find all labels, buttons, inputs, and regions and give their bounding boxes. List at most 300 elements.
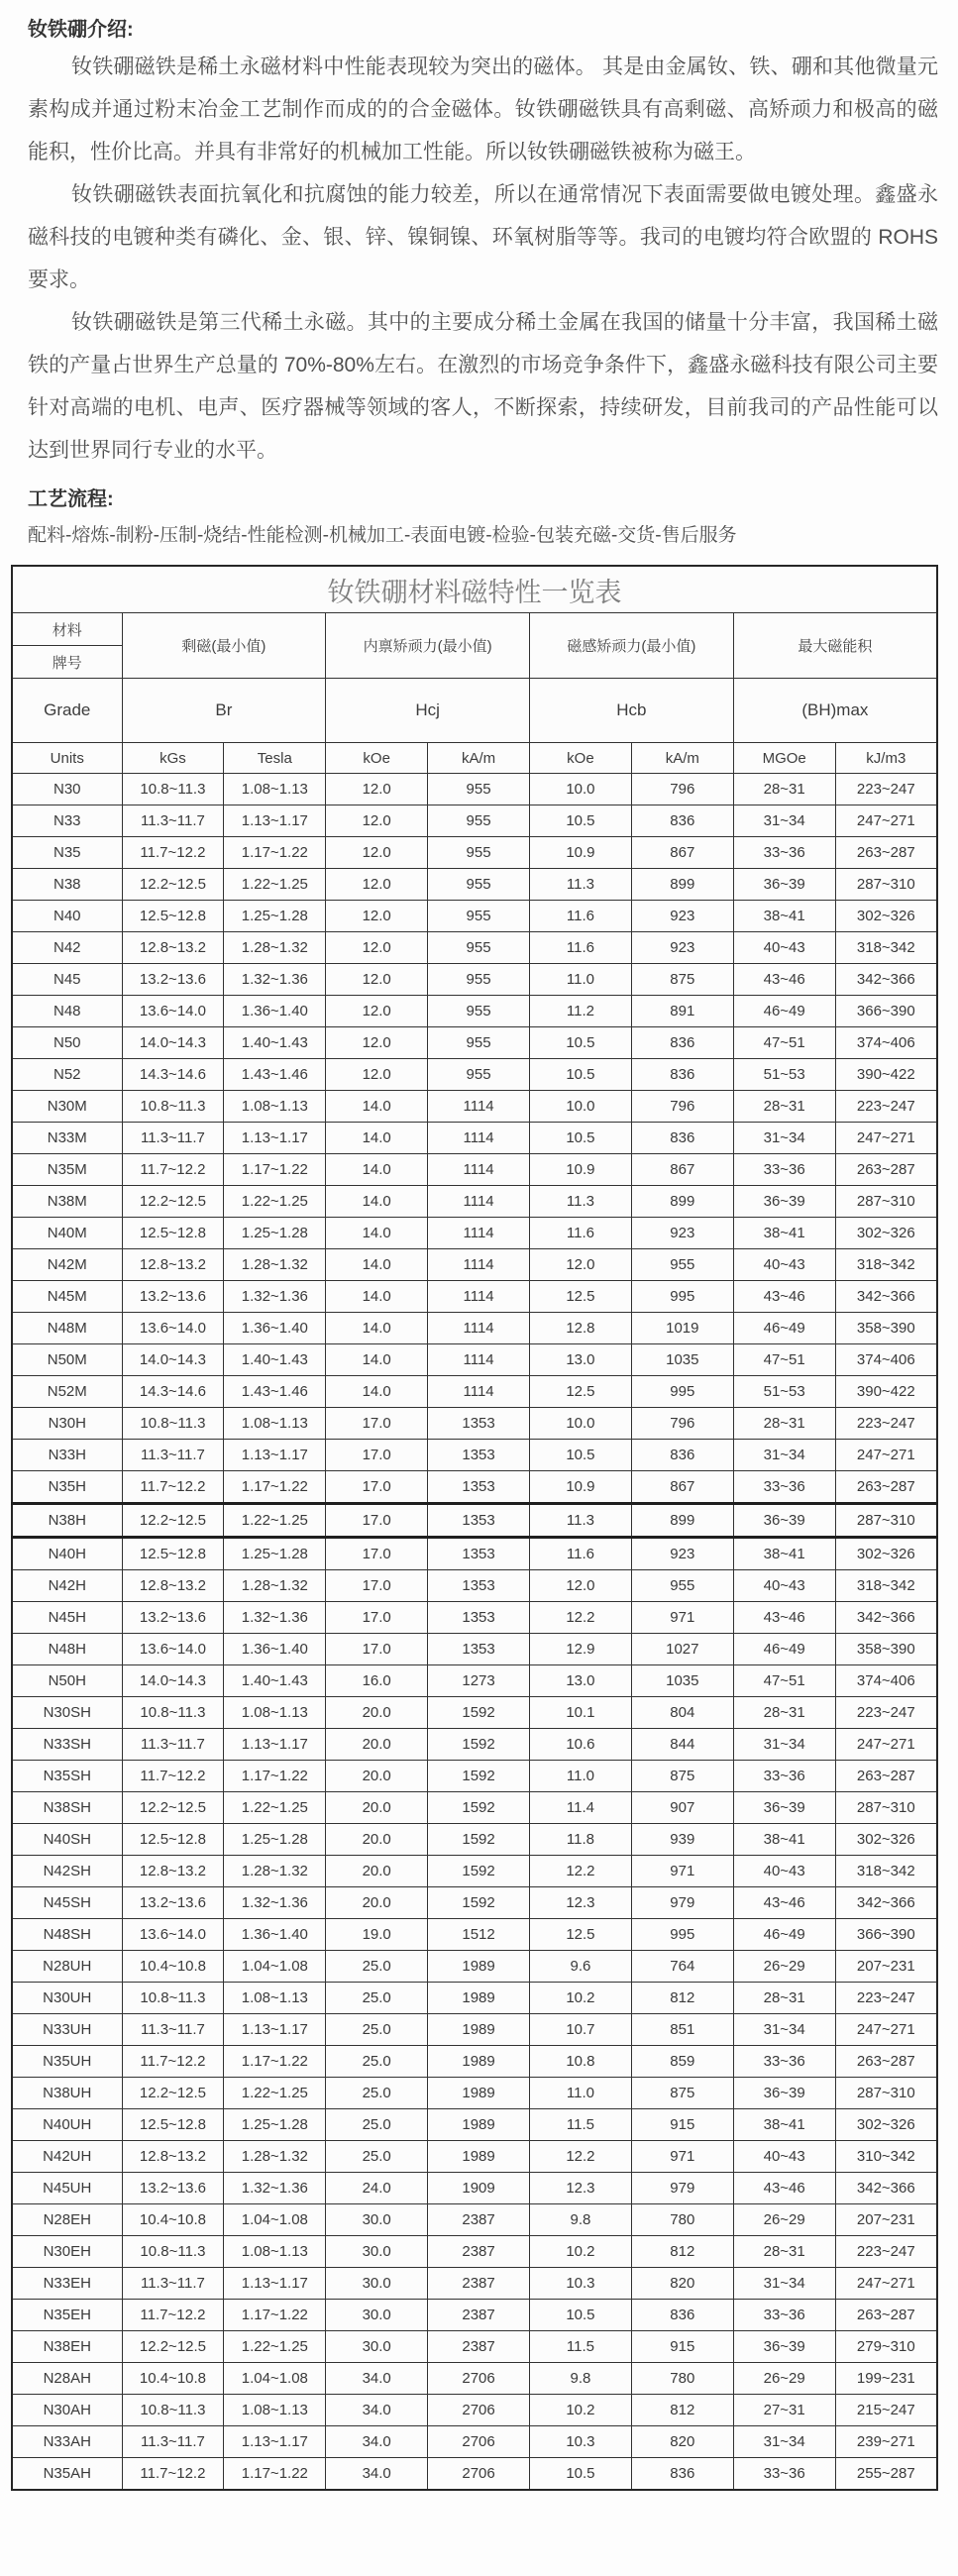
value-cell: 1.22~1.25: [224, 1504, 326, 1538]
value-cell: 12.0: [326, 774, 428, 805]
value-cell: 12.2~12.5: [122, 2331, 224, 2363]
value-cell: 955: [428, 837, 530, 869]
value-cell: 40~43: [733, 2141, 835, 2173]
value-cell: 13.6~14.0: [122, 1313, 224, 1344]
value-cell: 1.13~1.17: [224, 2014, 326, 2046]
value-cell: 33~36: [733, 1154, 835, 1186]
header-symbol-grade: Grade: [12, 679, 122, 743]
value-cell: 1.08~1.13: [224, 2236, 326, 2268]
value-cell: 47~51: [733, 1665, 835, 1697]
value-cell: 33~36: [733, 837, 835, 869]
table-row: [12, 932, 937, 964]
value-cell: 780: [631, 2363, 733, 2395]
value-cell: 1.17~1.22: [224, 1761, 326, 1792]
table-row: [12, 1697, 937, 1729]
value-cell: 859: [631, 2046, 733, 2078]
value-cell: 1.08~1.13: [224, 1408, 326, 1440]
value-cell: 33~36: [733, 1471, 835, 1504]
grade-cell: N38M: [12, 1186, 122, 1218]
table-row: [12, 1665, 937, 1697]
value-cell: 11.7~12.2: [122, 2046, 224, 2078]
value-cell: 16.0: [326, 1665, 428, 1697]
value-cell: 10.5: [530, 805, 632, 837]
value-cell: 302~326: [835, 901, 937, 932]
table-row: [12, 869, 937, 901]
value-cell: 1.25~1.28: [224, 1538, 326, 1570]
value-cell: 1035: [631, 1665, 733, 1697]
value-cell: 1273: [428, 1665, 530, 1697]
table-row: [12, 2141, 937, 2173]
table-row: [12, 805, 937, 837]
value-cell: 342~366: [835, 964, 937, 996]
value-cell: 1353: [428, 1408, 530, 1440]
value-cell: 10.5: [530, 1059, 632, 1091]
value-cell: 374~406: [835, 1665, 937, 1697]
value-cell: 1035: [631, 1344, 733, 1376]
value-cell: 26~29: [733, 2363, 835, 2395]
value-cell: 17.0: [326, 1602, 428, 1634]
value-cell: 247~271: [835, 1123, 937, 1154]
value-cell: 12.8~13.2: [122, 932, 224, 964]
value-cell: 1.32~1.36: [224, 1602, 326, 1634]
value-cell: 38~41: [733, 901, 835, 932]
value-cell: 923: [631, 901, 733, 932]
value-cell: 1.08~1.13: [224, 2395, 326, 2426]
value-cell: 10.2: [530, 2395, 632, 2426]
value-cell: 20.0: [326, 1824, 428, 1856]
value-cell: 955: [428, 1027, 530, 1059]
value-cell: 38~41: [733, 1218, 835, 1249]
value-cell: 31~34: [733, 2014, 835, 2046]
value-cell: 891: [631, 996, 733, 1027]
header-unit-kam-hcb: kA/m: [631, 743, 733, 774]
value-cell: 1.40~1.43: [224, 1344, 326, 1376]
grade-cell: N42UH: [12, 2141, 122, 2173]
value-cell: 1353: [428, 1602, 530, 1634]
value-cell: 899: [631, 869, 733, 901]
value-cell: 199~231: [835, 2363, 937, 2395]
value-cell: 955: [428, 774, 530, 805]
value-cell: 12.2: [530, 2141, 632, 2173]
value-cell: 1353: [428, 1471, 530, 1504]
value-cell: 31~34: [733, 805, 835, 837]
value-cell: 764: [631, 1951, 733, 1983]
value-cell: 24.0: [326, 2173, 428, 2204]
value-cell: 263~287: [835, 1154, 937, 1186]
table-body: [12, 774, 937, 2491]
value-cell: 43~46: [733, 1602, 835, 1634]
value-cell: 1.36~1.40: [224, 1919, 326, 1951]
value-cell: 36~39: [733, 869, 835, 901]
table-row: [12, 2204, 937, 2236]
value-cell: 207~231: [835, 1951, 937, 1983]
value-cell: 1.17~1.22: [224, 2300, 326, 2331]
grade-cell: N52: [12, 1059, 122, 1091]
grade-cell: N52M: [12, 1376, 122, 1408]
value-cell: 10.8~11.3: [122, 1408, 224, 1440]
value-cell: 867: [631, 837, 733, 869]
process-flow: 配料-熔炼-制粉-压制-烧结-性能检测-机械加工-表面电镀-检验-包装充磁-交货-售后服务: [28, 525, 737, 546]
table-row: [12, 1408, 937, 1440]
value-cell: 1114: [428, 1091, 530, 1123]
grade-cell: N50H: [12, 1665, 122, 1697]
value-cell: 366~390: [835, 996, 937, 1027]
table-row: [12, 1729, 937, 1761]
value-cell: 955: [428, 901, 530, 932]
value-cell: 11.3~11.7: [122, 2014, 224, 2046]
value-cell: 14.3~14.6: [122, 1059, 224, 1091]
value-cell: 46~49: [733, 1634, 835, 1665]
table-row: [12, 774, 937, 805]
value-cell: 247~271: [835, 1729, 937, 1761]
value-cell: 1.25~1.28: [224, 1824, 326, 1856]
header-symbol-hcb: Hcb: [530, 679, 734, 743]
value-cell: 1.40~1.43: [224, 1027, 326, 1059]
value-cell: 10.8~11.3: [122, 774, 224, 805]
value-cell: 11.3~11.7: [122, 2426, 224, 2458]
value-cell: 11.6: [530, 932, 632, 964]
header-unit-kjm3: kJ/m3: [835, 743, 937, 774]
value-cell: 1592: [428, 1824, 530, 1856]
value-cell: 1.36~1.40: [224, 1634, 326, 1665]
value-cell: 374~406: [835, 1344, 937, 1376]
value-cell: 995: [631, 1281, 733, 1313]
value-cell: 1.04~1.08: [224, 1951, 326, 1983]
grade-cell: N40H: [12, 1538, 122, 1570]
table-row: [12, 1887, 937, 1919]
value-cell: 12.0: [326, 901, 428, 932]
table-row: [12, 964, 937, 996]
value-cell: 12.0: [530, 1570, 632, 1602]
grade-cell: N45UH: [12, 2173, 122, 2204]
value-cell: 1.25~1.28: [224, 2109, 326, 2141]
grade-cell: N50: [12, 1027, 122, 1059]
table-row: [12, 1059, 937, 1091]
table-row: [12, 1919, 937, 1951]
table-row: [12, 1761, 937, 1792]
grade-cell: N30: [12, 774, 122, 805]
grade-cell: N30EH: [12, 2236, 122, 2268]
intro-heading: 钕铁硼介绍:: [28, 19, 134, 41]
table-row: [12, 2268, 937, 2300]
value-cell: 46~49: [733, 1919, 835, 1951]
grade-cell: N45SH: [12, 1887, 122, 1919]
value-cell: 1353: [428, 1440, 530, 1471]
value-cell: 318~342: [835, 932, 937, 964]
value-cell: 263~287: [835, 1761, 937, 1792]
grade-cell: N30UH: [12, 1983, 122, 2014]
value-cell: 1027: [631, 1634, 733, 1665]
value-cell: 1.32~1.36: [224, 964, 326, 996]
value-cell: 34.0: [326, 2363, 428, 2395]
grade-cell: N45H: [12, 1602, 122, 1634]
value-cell: 13.6~14.0: [122, 1919, 224, 1951]
value-cell: 43~46: [733, 1887, 835, 1919]
value-cell: 12.8~13.2: [122, 1570, 224, 1602]
value-cell: 13.6~14.0: [122, 1634, 224, 1665]
value-cell: 923: [631, 1218, 733, 1249]
value-cell: 31~34: [733, 2268, 835, 2300]
value-cell: 796: [631, 1408, 733, 1440]
value-cell: 31~34: [733, 1729, 835, 1761]
value-cell: 10.0: [530, 774, 632, 805]
header-grade-no: 牌号: [12, 646, 122, 679]
value-cell: 36~39: [733, 1186, 835, 1218]
value-cell: 247~271: [835, 2268, 937, 2300]
grade-cell: N30AH: [12, 2395, 122, 2426]
value-cell: 10.4~10.8: [122, 2363, 224, 2395]
value-cell: 836: [631, 1123, 733, 1154]
value-cell: 43~46: [733, 1281, 835, 1313]
grade-cell: N48SH: [12, 1919, 122, 1951]
header-group-row-top: [12, 613, 937, 646]
value-cell: 40~43: [733, 1570, 835, 1602]
value-cell: 12.0: [326, 1027, 428, 1059]
table-row: [12, 2109, 937, 2141]
value-cell: 247~271: [835, 805, 937, 837]
value-cell: 12.2~12.5: [122, 1792, 224, 1824]
value-cell: 12.5: [530, 1281, 632, 1313]
value-cell: 342~366: [835, 1281, 937, 1313]
value-cell: 11.6: [530, 901, 632, 932]
value-cell: 836: [631, 1059, 733, 1091]
value-cell: 11.7~12.2: [122, 2300, 224, 2331]
table-row: [12, 2236, 937, 2268]
value-cell: 14.0: [326, 1154, 428, 1186]
table-row: [12, 2300, 937, 2331]
value-cell: 1.08~1.13: [224, 774, 326, 805]
value-cell: 25.0: [326, 1951, 428, 1983]
value-cell: 955: [428, 932, 530, 964]
grade-cell: N40UH: [12, 2109, 122, 2141]
value-cell: 34.0: [326, 2395, 428, 2426]
value-cell: 10.8~11.3: [122, 1697, 224, 1729]
value-cell: 12.5~12.8: [122, 901, 224, 932]
value-cell: 26~29: [733, 2204, 835, 2236]
value-cell: 13.2~13.6: [122, 1887, 224, 1919]
table-row: [12, 2395, 937, 2426]
value-cell: 287~310: [835, 2078, 937, 2109]
value-cell: 1.04~1.08: [224, 2363, 326, 2395]
value-cell: 907: [631, 1792, 733, 1824]
value-cell: 812: [631, 1983, 733, 2014]
value-cell: 287~310: [835, 1504, 937, 1538]
value-cell: 223~247: [835, 774, 937, 805]
value-cell: 867: [631, 1471, 733, 1504]
value-cell: 12.5: [530, 1919, 632, 1951]
value-cell: 25.0: [326, 2109, 428, 2141]
value-cell: 10.9: [530, 837, 632, 869]
value-cell: 1114: [428, 1154, 530, 1186]
value-cell: 239~271: [835, 2426, 937, 2458]
value-cell: 995: [631, 1919, 733, 1951]
value-cell: 13.0: [530, 1344, 632, 1376]
grade-cell: N30SH: [12, 1697, 122, 1729]
value-cell: 979: [631, 1887, 733, 1919]
value-cell: 12.5~12.8: [122, 1218, 224, 1249]
value-cell: 20.0: [326, 1792, 428, 1824]
value-cell: 11.3~11.7: [122, 1123, 224, 1154]
value-cell: 358~390: [835, 1313, 937, 1344]
value-cell: 10.7: [530, 2014, 632, 2046]
table-row: [12, 1344, 937, 1376]
value-cell: 46~49: [733, 996, 835, 1027]
value-cell: 1.08~1.13: [224, 1983, 326, 2014]
value-cell: 13.0: [530, 1665, 632, 1697]
grade-cell: N42M: [12, 1249, 122, 1281]
value-cell: 1909: [428, 2173, 530, 2204]
value-cell: 358~390: [835, 1634, 937, 1665]
value-cell: 923: [631, 1538, 733, 1570]
value-cell: 12.3: [530, 1887, 632, 1919]
table-row: [12, 1856, 937, 1887]
value-cell: 318~342: [835, 1856, 937, 1887]
value-cell: 13.6~14.0: [122, 996, 224, 1027]
value-cell: 14.3~14.6: [122, 1376, 224, 1408]
value-cell: 1.43~1.46: [224, 1376, 326, 1408]
value-cell: 310~342: [835, 2141, 937, 2173]
value-cell: 875: [631, 964, 733, 996]
value-cell: 1019: [631, 1313, 733, 1344]
value-cell: 1.22~1.25: [224, 869, 326, 901]
value-cell: 318~342: [835, 1249, 937, 1281]
value-cell: 20.0: [326, 1856, 428, 1887]
value-cell: 13.2~13.6: [122, 1602, 224, 1634]
table-row: [12, 2458, 937, 2491]
value-cell: 38~41: [733, 1538, 835, 1570]
value-cell: 844: [631, 1729, 733, 1761]
value-cell: 1.17~1.22: [224, 2458, 326, 2491]
value-cell: 1114: [428, 1313, 530, 1344]
value-cell: 971: [631, 1602, 733, 1634]
value-cell: 955: [631, 1249, 733, 1281]
value-cell: 915: [631, 2331, 733, 2363]
value-cell: 2706: [428, 2363, 530, 2395]
value-cell: 11.4: [530, 1792, 632, 1824]
value-cell: 11.3: [530, 1504, 632, 1538]
value-cell: 10.5: [530, 1027, 632, 1059]
value-cell: 11.0: [530, 1761, 632, 1792]
grade-cell: N45M: [12, 1281, 122, 1313]
value-cell: 1114: [428, 1281, 530, 1313]
table-row: [12, 1027, 937, 1059]
value-cell: 223~247: [835, 2236, 937, 2268]
grade-cell: N42: [12, 932, 122, 964]
value-cell: 215~247: [835, 2395, 937, 2426]
value-cell: 10.8: [530, 2046, 632, 2078]
value-cell: 14.0: [326, 1091, 428, 1123]
value-cell: 33~36: [733, 1761, 835, 1792]
grade-cell: N35H: [12, 1471, 122, 1504]
table-row: [12, 1281, 937, 1313]
grade-cell: N35EH: [12, 2300, 122, 2331]
value-cell: 1.17~1.22: [224, 1154, 326, 1186]
grade-cell: N38EH: [12, 2331, 122, 2363]
value-cell: 20.0: [326, 1697, 428, 1729]
value-cell: 36~39: [733, 1504, 835, 1538]
table-row: [12, 1602, 937, 1634]
value-cell: 47~51: [733, 1344, 835, 1376]
value-cell: 971: [631, 1856, 733, 1887]
grade-cell: N38H: [12, 1504, 122, 1538]
table-row: [12, 1249, 937, 1281]
value-cell: 33~36: [733, 2458, 835, 2491]
value-cell: 36~39: [733, 2331, 835, 2363]
value-cell: 11.7~12.2: [122, 2458, 224, 2491]
value-cell: 17.0: [326, 1634, 428, 1665]
value-cell: 796: [631, 774, 733, 805]
value-cell: 302~326: [835, 1538, 937, 1570]
grade-cell: N50M: [12, 1344, 122, 1376]
value-cell: 12.8~13.2: [122, 2141, 224, 2173]
value-cell: 1.13~1.17: [224, 1123, 326, 1154]
value-cell: 12.0: [326, 996, 428, 1027]
grade-cell: N42H: [12, 1570, 122, 1602]
value-cell: 17.0: [326, 1408, 428, 1440]
value-cell: 11.7~12.2: [122, 1761, 224, 1792]
value-cell: 10.8~11.3: [122, 2395, 224, 2426]
table-row: [12, 1504, 937, 1538]
value-cell: 867: [631, 1154, 733, 1186]
value-cell: 20.0: [326, 1729, 428, 1761]
value-cell: 263~287: [835, 2046, 937, 2078]
value-cell: 11.7~12.2: [122, 837, 224, 869]
value-cell: 302~326: [835, 1218, 937, 1249]
value-cell: 12.2~12.5: [122, 1504, 224, 1538]
value-cell: 318~342: [835, 1570, 937, 1602]
value-cell: 342~366: [835, 1887, 937, 1919]
value-cell: 10.8~11.3: [122, 2236, 224, 2268]
value-cell: 247~271: [835, 1440, 937, 1471]
value-cell: 11.3: [530, 1186, 632, 1218]
process-heading: 工艺流程:: [28, 488, 114, 510]
value-cell: 25.0: [326, 2014, 428, 2046]
grade-cell: N38UH: [12, 2078, 122, 2109]
intro-paragraph-2: 钕铁硼磁铁表面抗氧化和抗腐蚀的能力较差，所以在通常情况下表面需要做电镀处理。鑫盛永磁科技的电镀种类有磷化、金、银、锌、镍铜镍、环氧树脂等等。我司的电镀均符合欧盟的 ROHS 要求。: [28, 183, 938, 291]
grade-cell: N28AH: [12, 2363, 122, 2395]
value-cell: 1353: [428, 1570, 530, 1602]
table-row: [12, 2046, 937, 2078]
value-cell: 25.0: [326, 2046, 428, 2078]
value-cell: 1.32~1.36: [224, 1281, 326, 1313]
value-cell: 30.0: [326, 2204, 428, 2236]
value-cell: 971: [631, 2141, 733, 2173]
grade-cell: N48H: [12, 1634, 122, 1665]
value-cell: 51~53: [733, 1376, 835, 1408]
value-cell: 11.8: [530, 1824, 632, 1856]
value-cell: 10.5: [530, 2300, 632, 2331]
grade-cell: N40SH: [12, 1824, 122, 1856]
value-cell: 366~390: [835, 1919, 937, 1951]
value-cell: 10.2: [530, 1983, 632, 2014]
value-cell: 36~39: [733, 1792, 835, 1824]
page-content: [0, 0, 958, 557]
value-cell: 13.2~13.6: [122, 964, 224, 996]
value-cell: 11.0: [530, 964, 632, 996]
value-cell: 804: [631, 1697, 733, 1729]
value-cell: 287~310: [835, 869, 937, 901]
value-cell: 10.5: [530, 1440, 632, 1471]
value-cell: 14.0~14.3: [122, 1665, 224, 1697]
value-cell: 17.0: [326, 1538, 428, 1570]
value-cell: 19.0: [326, 1919, 428, 1951]
value-cell: 1353: [428, 1634, 530, 1665]
value-cell: 1.25~1.28: [224, 901, 326, 932]
value-cell: 25.0: [326, 1983, 428, 2014]
header-group-intrinsic-coercivity: 内禀矫顽力(最小值): [326, 613, 530, 679]
value-cell: 10.5: [530, 2458, 632, 2491]
header-group-remanence: 剩磁(最小值): [122, 613, 326, 679]
